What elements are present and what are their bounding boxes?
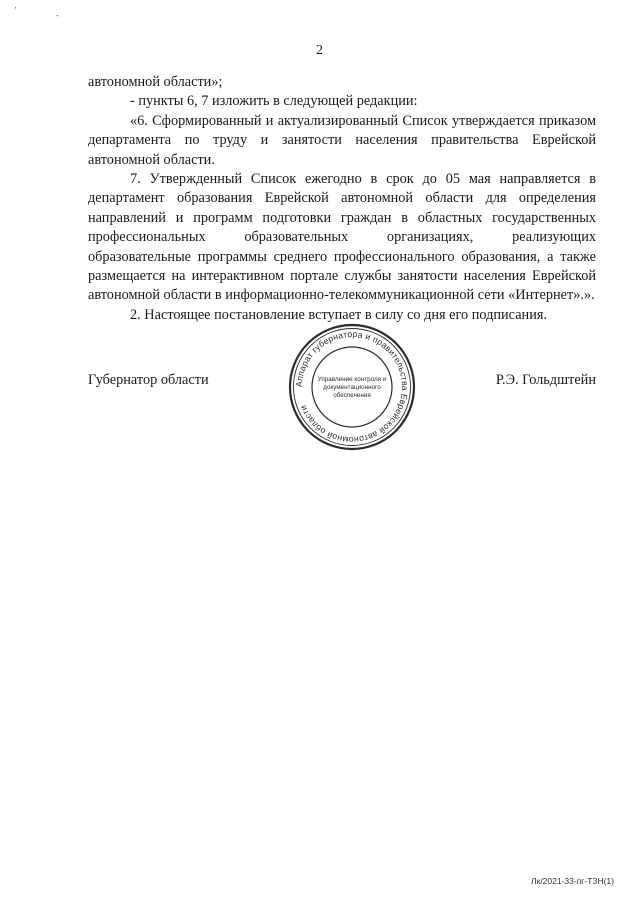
official-seal-stamp (287, 322, 417, 452)
seal-inner-line-2: документационного (323, 384, 381, 391)
paragraph-item-2: 2. Настоящее постановление вступает в силу со дня его подписания. (130, 306, 547, 323)
paragraph-amendment-intro: - пункты 6, 7 изложить в следующей редакции: (130, 93, 418, 110)
signatory-name: Р.Э. Гольдштейн (495, 372, 596, 388)
paragraph-item-7: 7. Утвержденный Список ежегодно в срок до 05 мая направляется в департамент образования Еврейской автономной области для определения направлений и программ подготовки граждан в областных государственных профессиональных образовательных организациях, реализующих образовательные программы среднего профессионального образования, а также размещается на интерактивном портале службы занятости населения Еврейской автономной области в информационно-телекоммуникационной сети «Интернет».». (88, 171, 596, 304)
corner-marks: ˈ ˎ (14, 6, 78, 17)
seal-inner-line-3: обеспечения (333, 392, 371, 399)
seal-inner-line-1: Управление контроля и (317, 376, 387, 383)
document-code: Лк/2021-33-пг-ТЗН(1) (531, 876, 614, 886)
page-number: 2 (316, 43, 323, 58)
document-body (88, 73, 596, 325)
paragraph-item-6: «6. Сформированный и актуализированный Список утверждается приказом департамента по труду и занятости населения правительства Еврейской автономной области. (88, 112, 596, 168)
paragraph-continuation: автономной области»; (88, 74, 223, 90)
signatory-position: Губернатор области (88, 372, 209, 388)
seal-outer-text: Аппарат губернатора и правительства Еврейской автономной области (293, 328, 411, 446)
